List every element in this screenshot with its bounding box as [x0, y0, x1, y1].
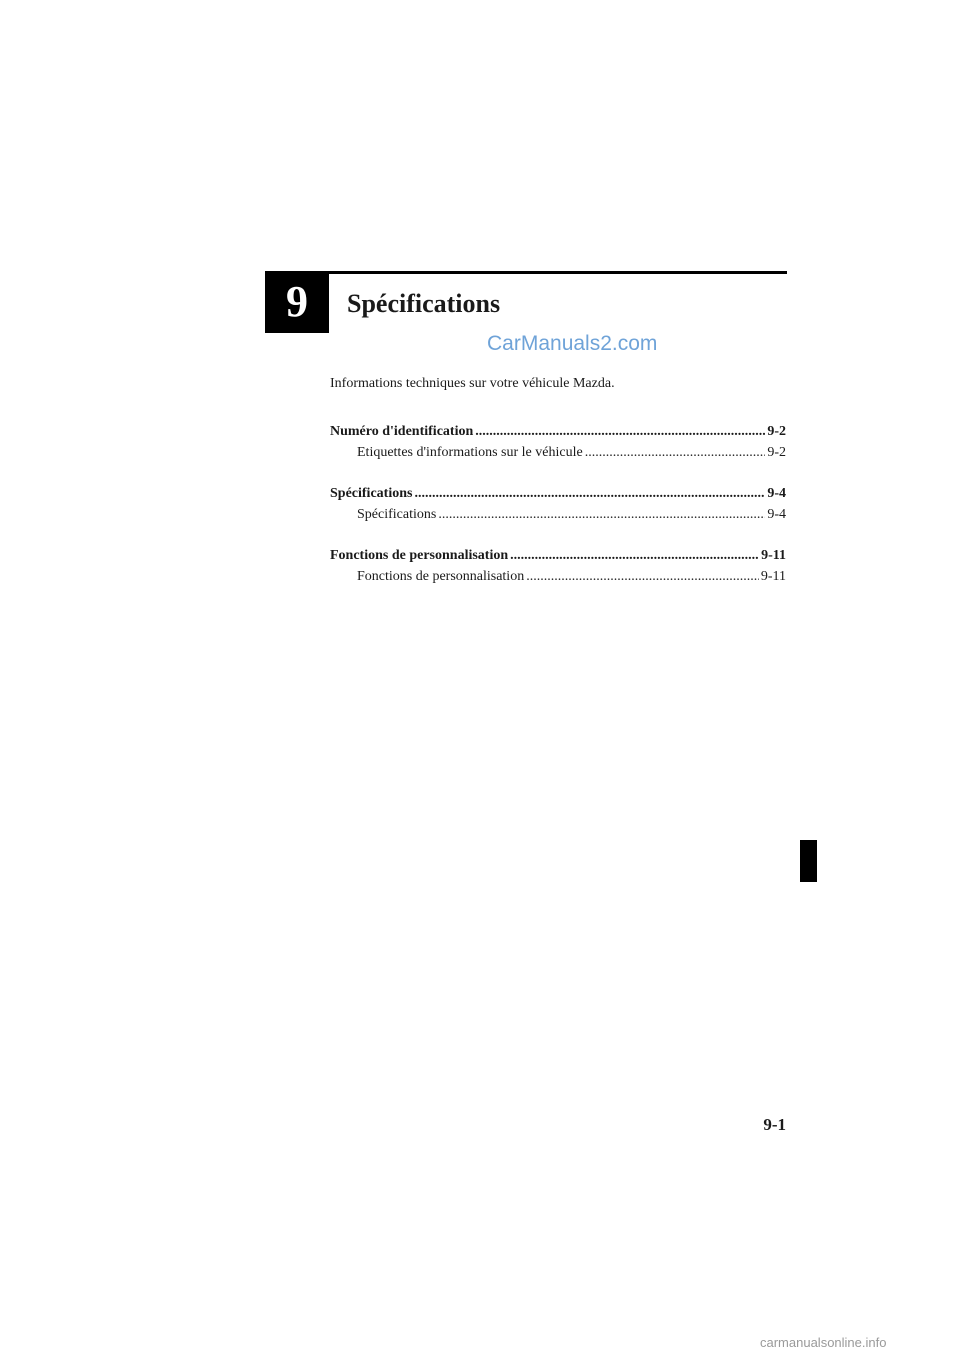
- toc-entry-page: 9-4: [767, 486, 786, 501]
- toc-subentry-title: Fonctions de personnalisation: [357, 569, 525, 584]
- toc-entry-title: Numéro d'identification: [330, 424, 474, 439]
- toc-section-specifications: [330, 483, 786, 525]
- toc-subentry-page: 9-11: [760, 569, 786, 584]
- toc-entry-page: 9-2: [767, 424, 786, 439]
- toc-subentry-title: Etiquettes d'informations sur le véhicule: [357, 445, 583, 460]
- toc-section-identification: [330, 421, 786, 463]
- toc-subentry-specifications[interactable]: [330, 504, 786, 525]
- toc-leader: [510, 545, 759, 566]
- chapter-intro: Informations techniques sur votre véhicule Mazda.: [330, 376, 615, 391]
- toc-leader: [475, 421, 765, 442]
- toc-subentry-vehicle-labels[interactable]: [330, 442, 786, 463]
- chapter-title: Spécifications: [347, 289, 501, 318]
- watermark-logo[interactable]: CarManuals2.com: [487, 332, 658, 355]
- page-number: 9-1: [763, 1115, 786, 1134]
- toc-subentry-title: Spécifications: [357, 507, 437, 522]
- toc-leader: [414, 483, 765, 504]
- toc-entry-title: Spécifications: [330, 486, 413, 501]
- toc-subentry-page: 9-4: [767, 507, 786, 522]
- toc-subentry-page: 9-2: [767, 445, 786, 460]
- footer-watermark[interactable]: carmanualsonline.info: [760, 1335, 887, 1350]
- toc-entry-page: 9-11: [761, 548, 786, 563]
- toc-leader: [585, 442, 766, 463]
- toc-entry-personalization[interactable]: [330, 545, 786, 566]
- toc-section-personalization: [330, 545, 786, 587]
- chapter-number-box: 9: [265, 271, 329, 333]
- chapter-rule: [329, 271, 787, 274]
- toc-leader: [526, 566, 759, 587]
- toc-entry-title: Fonctions de personnalisation: [330, 548, 509, 563]
- toc-leader: [438, 504, 765, 525]
- chapter-side-tab: [800, 840, 817, 882]
- toc-entry-identification[interactable]: [330, 421, 786, 442]
- toc-subentry-personalization[interactable]: [330, 566, 786, 587]
- toc-entry-specifications[interactable]: [330, 483, 786, 504]
- table-of-contents: [330, 421, 786, 607]
